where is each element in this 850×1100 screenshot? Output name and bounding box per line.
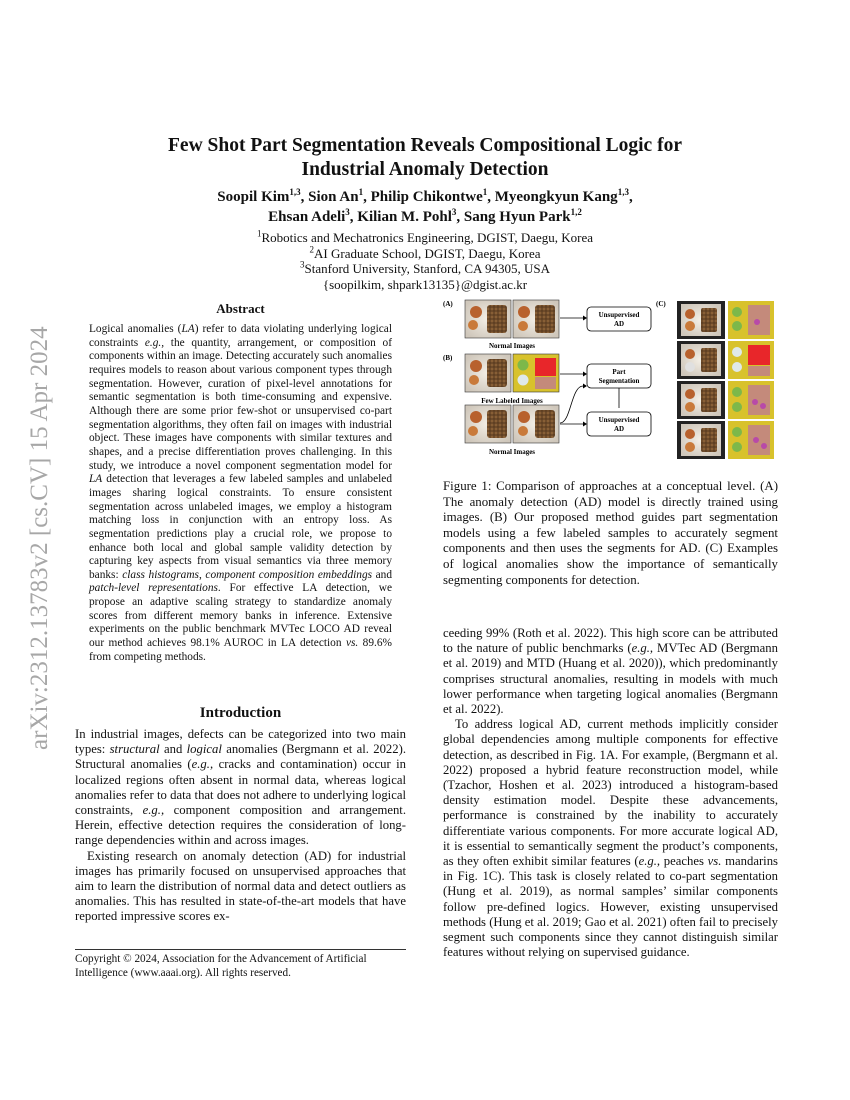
author-sup: 1	[482, 187, 488, 197]
abstract-heading: Abstract	[216, 301, 265, 316]
anomaly-examples	[677, 301, 774, 459]
email: {soopilkim, shpark13135}@dgist.ac.kr	[322, 276, 528, 292]
figure-1-caption: Figure 1: Comparison of approaches at a conceptual level. (A) The anomaly detection (AD) model is directly trained using images. (B) Our proposed method guides part segmentation models using a few labeled samples to accurately segment components and then uses the segments for AD. (C) Examples of logical anomalies show the importance of semantically segmenting components for detection.	[443, 479, 778, 587]
box-a-line2: AD	[613, 320, 625, 328]
paper-title	[100, 134, 750, 182]
arrow-b1-head	[583, 372, 587, 377]
author-list	[100, 187, 750, 227]
affil-sup: 2	[309, 244, 315, 255]
affiliation	[100, 230, 750, 246]
arxiv-stamp	[20, 290, 60, 750]
intro-paragraph-1: In industrial images, defects can be categorized into two main types: structural and logical anomalies (Bergmann et al. 2022). Structural anomalies (e.g., cracks and contamination) occur in localized regions often absent in normal data, whereas logical anomalies refer to data that does not adhere to underlying logical constraints, e.g., component composition and arrangement. Herein, effective detection requires the consideration of long-range dependencies within and across images.	[75, 727, 406, 848]
author-sup: 1,3	[617, 187, 629, 197]
author-sup: 1,3	[289, 187, 301, 197]
copyright-notice: Copyright © 2024, Association for the Advancement of Artificial Intelligence (www.aaai.org). All rights reserved.	[75, 949, 406, 980]
author-sup: 1,2	[570, 207, 582, 217]
arrow-b4-head	[583, 422, 587, 427]
introduction-heading: Introduction	[199, 705, 282, 721]
normal-images-label-a: Normal Images	[488, 342, 536, 350]
box-a-line1: Unsupervised	[598, 311, 640, 319]
author-name: Soopil Kim	[217, 189, 290, 205]
author-sup: 1	[358, 187, 364, 197]
fig-label-c: (C)	[656, 300, 666, 308]
fig-label-a: (A)	[443, 300, 453, 308]
author-name: Kilian M. Pohl	[357, 209, 452, 225]
affiliation	[100, 246, 750, 262]
affil-text: Robotics and Mechatronics Engineering, DGIST, Daegu, Korea	[261, 230, 594, 245]
arrow-b2	[560, 386, 583, 423]
anomaly-row-2	[677, 341, 774, 379]
box-b-line1: Part	[612, 368, 626, 376]
author-sup: 3	[345, 207, 350, 217]
arrow-a-head	[583, 316, 587, 321]
right-paragraph-2: To address logical AD, current methods implicitly consider global dependencies among multiple components for effective detection, as described in Fig. 1A. For example, (Bergmann et al. 2022) proposed a hybrid feature reconstruction model, while (Tzachor, Hoshen et al. 2023) introduced a histogram-based density estimation model. Despite these advancements, performance is constrained by the inability to accurately differentiate various components. For more accurate logical AD, it is essential to semantically segment the product’s components, as they often exhibit similar features (e.g., peaches vs. mandarins in Fig. 1C). This task is closely related to co-part segmentation (Hung et al. 2019), as normal samples’ similar components follow pre-defined logics. However, existing unsupervised methods (Hung et al. 2019; Gao et al. 2021) often fail to precisely segment such components since they cannot distinguish similar features without relying on supervised guidance.	[443, 717, 778, 960]
box-b2-line2: AD	[613, 425, 625, 433]
author-name: Sion An	[308, 189, 359, 205]
normal-image-a1	[465, 300, 511, 338]
normal-image-a2	[513, 300, 559, 338]
affil-text: AI Graduate School, DGIST, Daegu, Korea	[314, 245, 541, 261]
arrow-b2-head	[583, 384, 587, 389]
arxiv-stamp-text: arXiv:2312.13783v2 [cs.CV] 15 Apr 2024	[26, 326, 53, 750]
author-name: Myeongkyun Kang	[494, 189, 618, 205]
normal-image-b2	[513, 405, 559, 443]
introduction-body	[75, 727, 406, 925]
normal-images-label-b: Normal Images	[488, 448, 536, 456]
right-paragraph-1: ceeding 99% (Roth et al. 2022). This high score can be attributed to the nature of public benchmarks (e.g., MVTec AD (Bergmann et al. 2019) and MTD (Huang et al. 2020)), which predominantly comprises structural anomalies, resulting in models with much lower performance when targeting logical anomalies (Bergmann et al. 2022).	[443, 626, 778, 717]
title-line-2: Industrial Anomaly Detection	[301, 159, 549, 180]
fig-label-b: (B)	[443, 354, 453, 362]
author-name: Philip Chikontwe	[370, 189, 483, 205]
segmentation-mask-b	[513, 354, 559, 392]
anomaly-row-3	[677, 381, 774, 419]
box-b-line2: Segmentation	[598, 377, 640, 385]
affil-sup: 1	[256, 228, 262, 239]
affiliations	[100, 230, 750, 292]
normal-image-b1	[465, 405, 511, 443]
abstract-body: Logical anomalies (LA) refer to data violating underlying logical constraints e.g., the quantity, arrangement, or composition of components within an image. Detecting accurately such anomalies requires models to reason about various component types through segmentation. However, curation of pixel-level annotations for semantic segmentation is both time-consuming and expensive. Although there are some prior few-shot or unsupervised co-part segmentation algorithms, they often fail on images with industrial object. These images have components with similar textures and shapes, and a precise differentiation proves challenging. In this study, we introduce a novel component segmentation model for LA detection that leverages a few labeled samples and unlabeled images sharing logical constraints. To ensure consistent segmentation across unlabeled images, we employ a histogram matching loss in conjunction with an entropy loss. As segmentation predictions play a crucial role, we propose to enhance both local and global sample validity detection by capturing key aspects from visual semantics via three memory banks: class histograms, component composition embeddings and patch-level representations. For effective LA detection, we propose an adaptive scaling strategy to standardize anomaly scores from different memory banks in inference. Extensive experiments on the public benchmark MVTec LOCO AD reveal our method achieves 98.1% AUROC in LA detection vs. 89.6% from competing methods.	[89, 323, 393, 663]
author-sup: 3	[451, 207, 457, 217]
figure-1	[443, 296, 778, 462]
anomaly-row-1	[677, 301, 774, 339]
author-name: Ehsan Adeli	[268, 209, 346, 225]
author-line-2: Ehsan Adeli$^3$, Kilian M. Pohl$^3$, Sang Hyun Park$^{1,2}$	[268, 207, 582, 225]
affiliation	[100, 261, 750, 277]
labeled-image-b1	[465, 354, 511, 392]
author-line-1: Soopil Kim$^{1,3}$, Sion An$^1$, Philip Chikontwe$^1$, Myeongkyun Kang$^{1,3}$,	[217, 187, 633, 205]
few-labeled-images-label: Few Labeled Images	[481, 397, 543, 405]
affil-text: Stanford University, Stanford, CA 94305, USA	[304, 261, 550, 276]
author-name: Sang Hyun Park	[463, 209, 571, 225]
affil-sup: 3	[300, 259, 305, 270]
right-column-body	[443, 626, 778, 960]
title-line-1: Few Shot Part Segmentation Reveals Compositional Logic for	[168, 135, 682, 156]
anomaly-row-4	[677, 421, 774, 459]
box-b2-line1: Unsupervised	[598, 416, 640, 424]
intro-paragraph-2: Existing research on anomaly detection (AD) for industrial images has primarily focused on unsupervised approaches that aim to learn the distribution of normal data and detect outliers as anomalies. This has resulted in state-of-the-art models that have reported impressive scores ex-	[75, 848, 406, 924]
